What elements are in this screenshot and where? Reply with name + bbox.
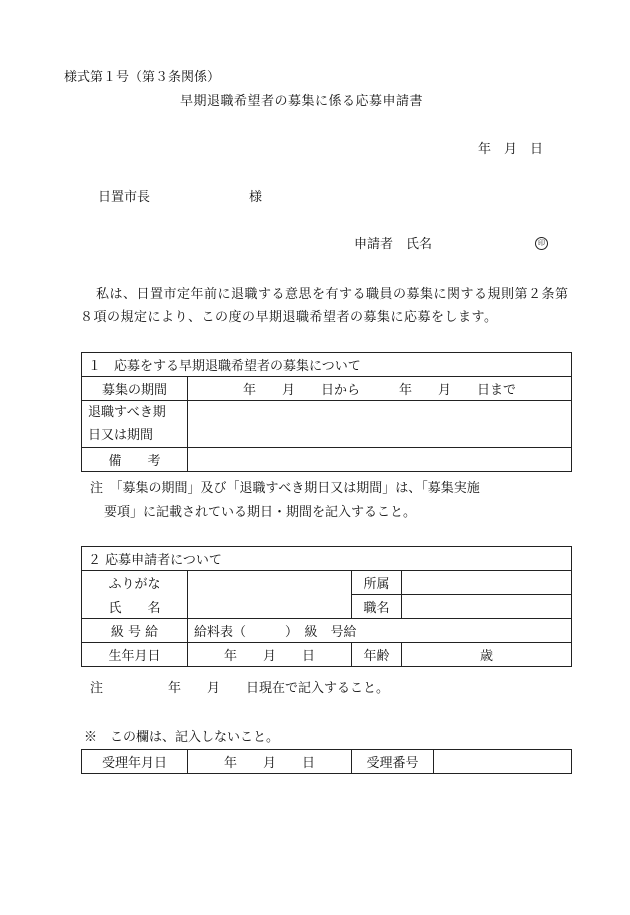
- recruitment-period-value[interactable]: 年 月 日から 年 月 日まで: [188, 377, 572, 401]
- section1-table: [81, 352, 572, 472]
- affiliation-label: 所属: [352, 571, 402, 595]
- position-label: 職名: [352, 595, 402, 619]
- seal-mark-text: 印: [535, 237, 548, 250]
- position-field[interactable]: [402, 595, 572, 619]
- section2-note: 注 年 月 日現在で記入すること。: [90, 681, 390, 696]
- form-number: 様式第１号（第３条関係）: [64, 70, 221, 85]
- section2-table: [81, 546, 572, 667]
- recruitment-period-label: 募集の期間: [82, 377, 188, 401]
- affiliation-field[interactable]: [402, 571, 572, 595]
- office-use-note: ※ この欄は、記入しないこと。: [84, 730, 280, 745]
- seal-mark-icon: [535, 237, 548, 250]
- remarks-field[interactable]: [188, 448, 572, 472]
- office-use-table: [81, 749, 572, 774]
- receipt-number-label: 受理番号: [352, 750, 434, 774]
- age-unit[interactable]: 歳: [402, 643, 572, 667]
- addressee-mayor: 日置市長: [98, 190, 151, 205]
- section1-note-line1: 注 「募集の期間」及び「退職すべき期日又は期間」は、「募集実施: [90, 481, 480, 496]
- name-field[interactable]: [188, 571, 352, 619]
- birth-date-label: 生年月日: [82, 643, 188, 667]
- received-date-label: 受理年月日: [82, 750, 188, 774]
- retirement-date-field[interactable]: [188, 401, 572, 448]
- birth-date-value[interactable]: 年 月 日: [188, 643, 352, 667]
- application-statement: 私は、日置市定年前に退職する意思を有する職員の募集に関する規則第２条第８項の規定により、この度の早期退職希望者の募集に応募をします。: [80, 287, 569, 325]
- age-label: 年齢: [352, 643, 402, 667]
- remarks-label: 備 考: [82, 448, 188, 472]
- salary-grade-label: 級 号 給: [82, 619, 188, 643]
- name-label: 氏 名: [82, 595, 188, 619]
- date-line: 年 月 日: [478, 142, 544, 157]
- retirement-date-label-line1: 退職すべき期: [88, 405, 166, 420]
- furigana-label: ふりがな: [82, 571, 188, 595]
- salary-grade-value[interactable]: 給料表（ ） 級 号給: [188, 619, 572, 643]
- form-title: 早期退職希望者の募集に係る応募申請書: [180, 94, 424, 109]
- addressee-honorific: 様: [249, 190, 263, 205]
- applicant-name-label: 申請者 氏名: [354, 237, 433, 252]
- received-date-value[interactable]: 年 月 日: [188, 750, 352, 774]
- section2-heading: ２ 応募申請者について: [82, 547, 572, 571]
- receipt-number-field[interactable]: [434, 750, 572, 774]
- retirement-date-label: [82, 401, 188, 448]
- section1-note-line2: 要項」に記載されている期日・期間を記入すること。: [104, 505, 417, 520]
- retirement-date-label-line2: 日又は期間: [88, 428, 154, 443]
- section1-heading: １ 応募をする早期退職希望者の募集について: [82, 353, 572, 377]
